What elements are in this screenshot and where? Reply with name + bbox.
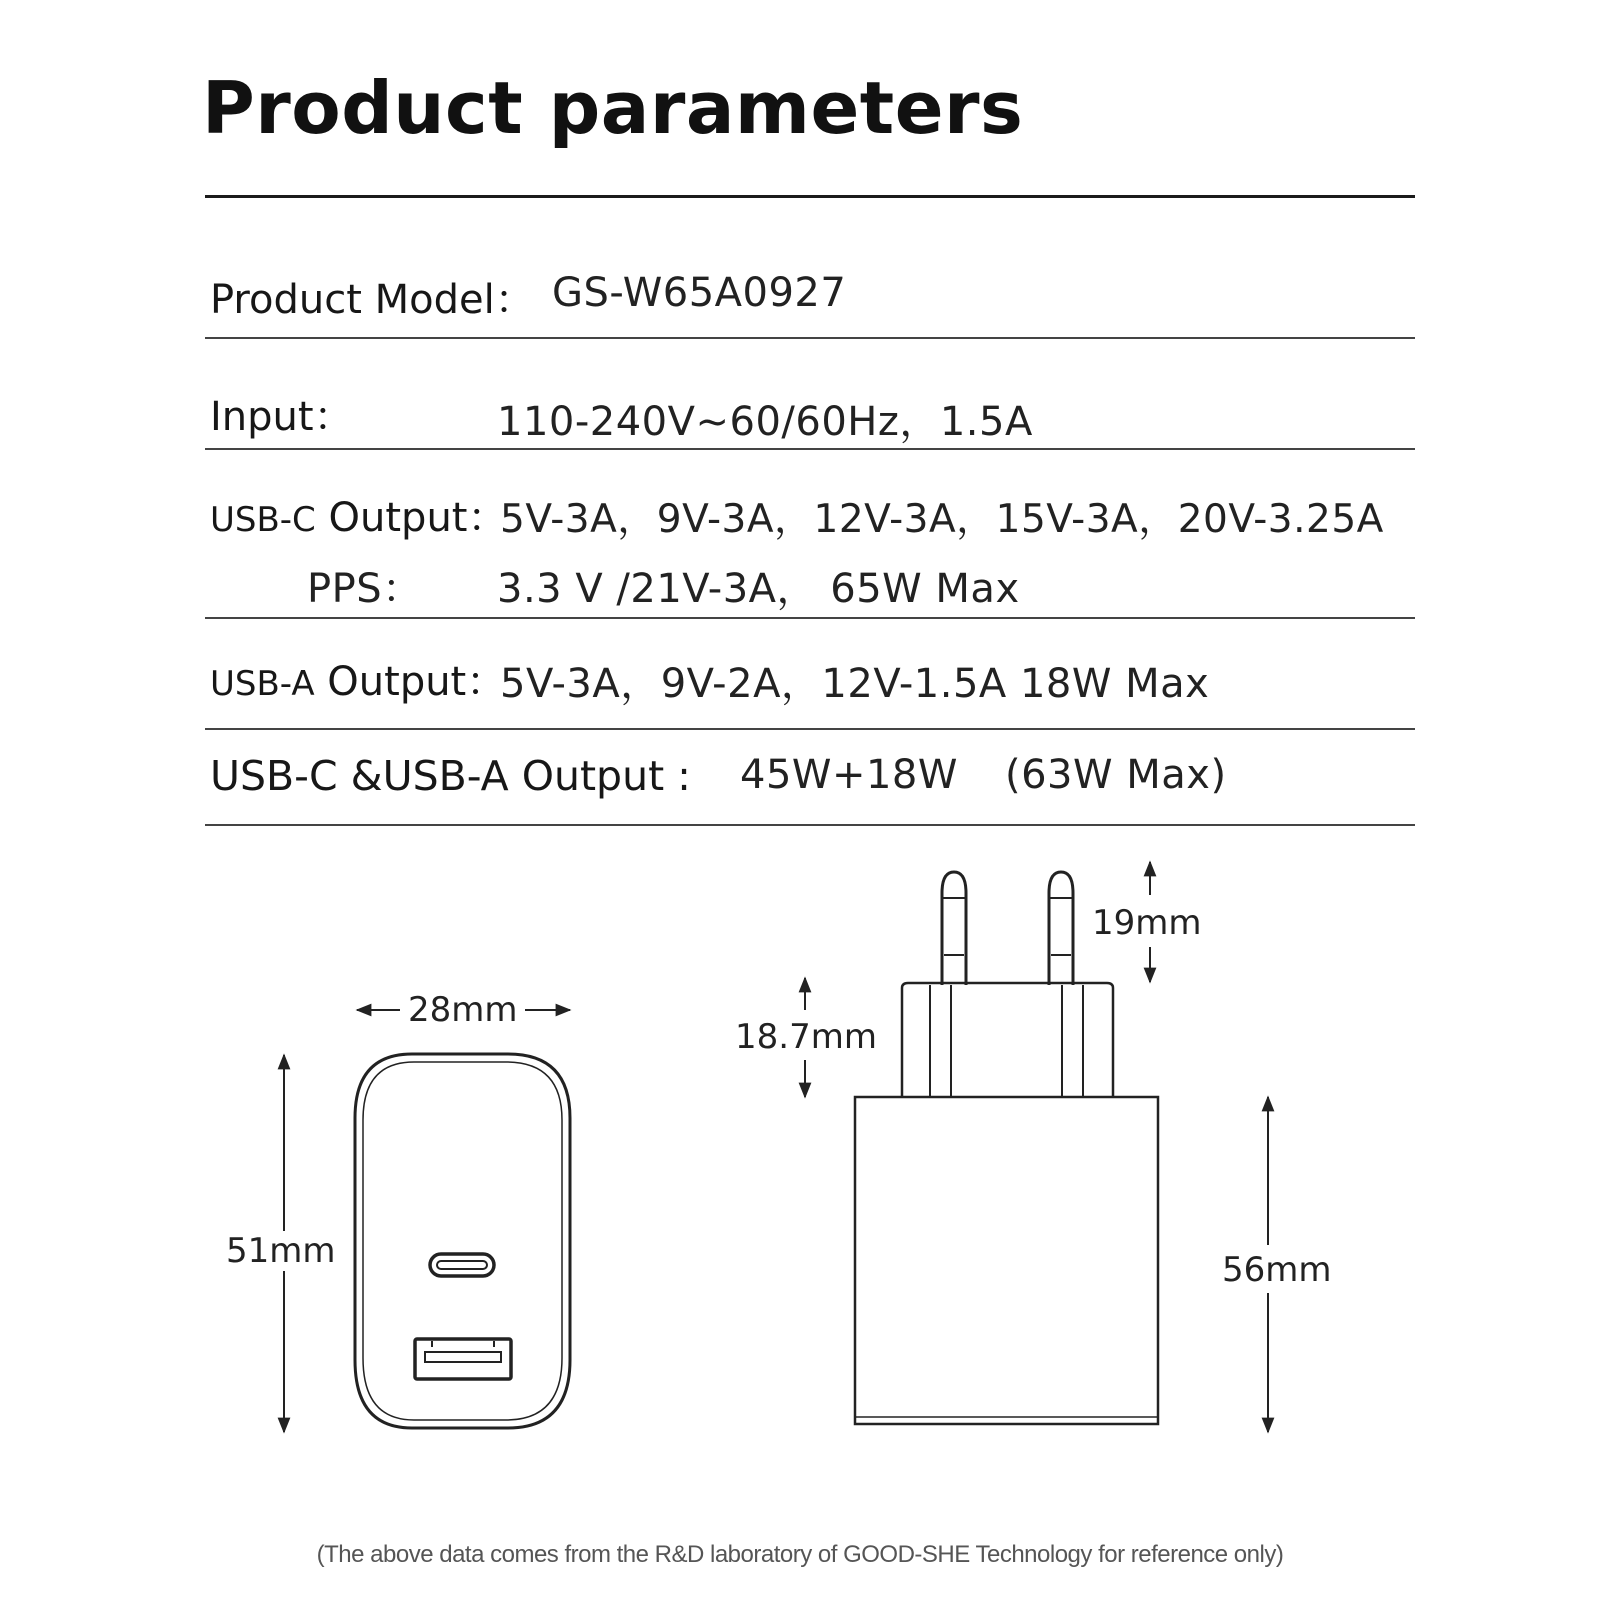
combined-output-label: USB-C &USB-A Output : — [210, 752, 691, 800]
combined-output-value: 45W+18W — [740, 752, 958, 798]
usba-label-suffix: Output： — [314, 659, 507, 705]
pin-length-label: 19mm — [1092, 903, 1202, 943]
usbc-label-prefix: USB-C — [210, 500, 316, 540]
front-view — [355, 1054, 570, 1428]
front-body-inner — [363, 1062, 562, 1420]
product-model-label: Product Model： — [210, 277, 535, 323]
right-pin — [1049, 872, 1073, 985]
combined-output-max: (63W Max) — [1005, 752, 1227, 798]
pps-label: PPS： — [307, 566, 423, 612]
usba-output-value: 5V-3A，9V-2A，12V-1.5A 18W Max — [500, 661, 1210, 707]
side-body-outline — [855, 1097, 1158, 1424]
input-value: 110-240V~60/60Hz，1.5A — [497, 399, 1033, 445]
width-label: 28mm — [408, 990, 518, 1030]
body-height-label: 56mm — [1222, 1250, 1332, 1290]
usba-label-prefix: USB-A — [210, 664, 315, 704]
usbc-output-value: 5V-3A，9V-3A，12V-3A，15V-3A，20V-3.25A — [500, 497, 1384, 542]
left-pin — [942, 872, 966, 985]
plug-base-outline — [902, 983, 1113, 1097]
page-title: Product parameters — [202, 66, 1024, 150]
side-view — [855, 872, 1158, 1424]
pps-value: 3.3 V /21V-3A， 65W Max — [497, 566, 1020, 612]
front-height-label: 51mm — [226, 1231, 336, 1271]
footnote: (The above data comes from the R&D laboratory of GOOD-SHE Technology for reference only) — [316, 1541, 1284, 1568]
product-model-value: GS-W65A0927 — [552, 270, 847, 316]
usbc-label-suffix: Output： — [315, 495, 508, 541]
front-body-outline — [355, 1054, 570, 1428]
input-label: Input： — [210, 394, 354, 440]
plug-base-label: 18.7mm — [735, 1017, 877, 1057]
usb-a-port-icon — [415, 1339, 511, 1379]
usb-c-port-icon — [430, 1254, 494, 1276]
